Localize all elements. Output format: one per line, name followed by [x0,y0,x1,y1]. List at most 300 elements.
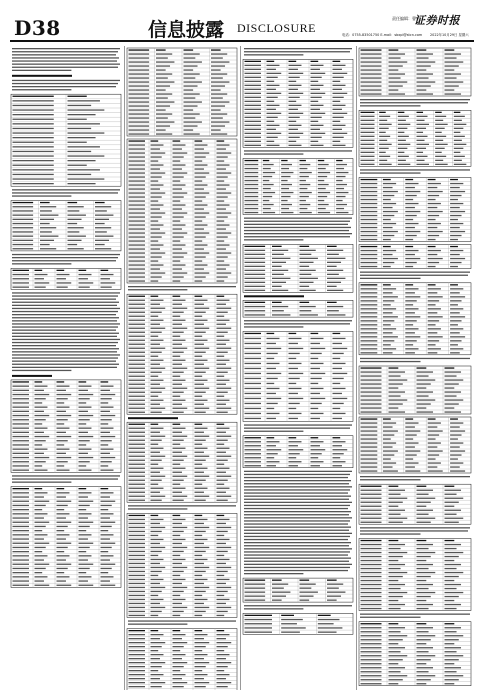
table-cell-text [217,527,232,528]
table-cell-text [79,585,94,586]
table-cell-text [151,595,159,596]
table-cell-text [195,172,210,173]
table-cell-text [173,172,188,173]
table-cell-text [333,383,341,384]
table-cell-text [445,49,455,50]
table-cell-text [151,480,162,481]
table-cell-text [151,336,159,337]
table-cell-text [361,572,382,573]
table-cell-text [57,419,68,420]
issue-date: 2022年10月29日 星期六 [430,33,469,37]
table-cell-text [450,191,465,192]
table-cell-text [245,121,262,122]
table-cell-text [428,284,436,285]
table-cell-text [195,232,210,233]
table-cell-text [151,264,164,265]
table-cell-text [435,164,448,165]
table-cell-text [68,183,96,184]
table-cell-text [57,287,68,288]
table-cell-text [195,372,206,373]
table-cell-text [289,61,297,62]
table-cell-text [417,164,430,165]
table-cell-text [318,168,326,169]
table-cell-text [101,509,109,510]
table-cell-text [245,388,262,389]
table-cell-text [398,160,406,161]
table-cell-text [267,133,282,134]
text-line [12,48,120,49]
text-line [244,530,349,531]
table-cell-text [217,380,230,381]
table-cell-text [129,436,146,437]
table-cell-text [450,219,458,220]
table-cell-text [129,404,146,405]
table-cell-text [129,674,146,675]
table-cell-text [428,266,436,267]
table-cell-text [389,73,406,74]
table-cell-text [428,211,443,212]
table-cell-text [217,268,226,269]
table-cell-text [95,215,113,216]
table-cell-text [13,287,30,288]
table-cell-text [389,572,408,573]
table-cell-text [156,61,174,62]
text-line [12,302,119,303]
table-cell-text [129,456,146,457]
table-cell-text [245,343,262,344]
table-cell-text [450,284,458,285]
table-cell-text [79,526,90,527]
table-cell-text [417,679,431,680]
table-cell-text [245,105,262,106]
table-cell-text [333,145,346,146]
table-cell-text [450,179,458,180]
table-cell-text [79,513,92,514]
table-cell-text [195,248,204,249]
table-cell-text [217,539,230,540]
table-cell-text [151,686,162,687]
table-cell-text [173,252,188,253]
table-cell-text [245,85,262,86]
table-cell-text [129,344,146,345]
table-cell-text [289,73,304,74]
table-cell-text [300,184,311,185]
table-cell-text [156,133,172,134]
table-cell-text [173,603,182,604]
table-cell-text [151,308,166,309]
table-cell-text [129,69,150,70]
table-cell-text [217,587,232,588]
table-cell-text [281,632,300,633]
table-cell-text [35,398,46,399]
table-cell-text [417,49,427,50]
table-cell-text [217,440,228,441]
table-cell-text [151,658,160,659]
table-cell-text [289,93,304,94]
text-line [12,80,120,81]
table-cell-text [195,324,204,325]
table-cell-text [13,178,54,179]
table-cell-text [428,332,438,333]
table-cell-text [13,407,30,408]
table-cell-text [35,492,48,493]
table-cell-text [40,215,58,216]
table-cell-text [245,133,262,134]
table-cell-text [79,555,92,556]
table-cell-text [195,432,204,433]
table-cell-text [129,376,146,377]
table-cell-text [129,109,150,110]
table-cell-text [35,440,46,441]
table-cell-text [445,627,462,628]
table-cell-text [173,384,182,385]
table-cell-text [245,172,259,173]
table-cell-text [68,109,105,110]
table-cell-text [361,179,378,180]
table-cell-text [327,584,343,585]
table-cell-text [428,219,436,220]
table-cell-text [361,300,378,301]
table-cell-text [195,336,203,337]
table-cell-text [361,596,382,597]
table-cell-text [428,203,441,204]
text-line [128,508,187,509]
table-cell-text [173,396,181,397]
table-cell-text [156,53,172,54]
text-line [12,51,118,52]
table-cell-text [101,576,114,577]
table-cell-text [289,85,302,86]
table-cell-text [389,490,406,491]
text-line [12,89,71,90]
table-cell-text [217,607,232,608]
table-cell-text [151,611,162,612]
table-cell-text [267,61,275,62]
table-cell-text [195,496,210,497]
text-line [12,336,117,337]
table-cell-text [289,125,302,126]
table-cell-text [383,292,393,293]
table-cell-text [245,262,266,263]
table-cell-text [428,207,438,208]
table-cell-text [245,93,262,94]
table-cell-text [428,223,441,224]
table-cell-text [57,386,70,387]
text-line [360,272,470,273]
table-cell-text [398,112,405,113]
text-line [12,305,117,306]
table-cell-text [151,400,164,401]
table-cell-text [300,176,309,177]
table-cell-text [435,124,448,125]
table-cell-text [195,280,203,281]
table-cell-text [361,304,378,305]
table-cell-text [263,208,271,209]
table-cell-text [263,176,272,177]
table-cell-text [217,575,225,576]
table-cell-text [405,430,420,431]
table-cell-text [389,639,403,640]
table-cell-text [450,203,463,204]
table-cell-text [361,152,375,153]
table-cell-text [217,484,225,485]
table-cell-text [129,276,146,277]
table-cell-text [318,632,337,633]
table-cell-text [57,394,72,395]
table-cell-text [245,266,266,267]
table-cell-text [156,101,174,102]
table-cell-text [245,192,259,193]
table-cell-text [79,534,92,535]
table-cell-text [289,333,297,334]
table-cell-text [450,231,465,232]
table-cell-text [195,164,208,165]
table-cell-text [101,432,110,433]
table-cell-text [195,634,208,635]
table-cell-text [445,514,457,515]
table-cell-text [428,320,439,321]
table-cell-text [383,458,391,459]
table-cell-text [151,384,160,385]
table-cell-text [245,282,266,283]
table-cell-text [129,587,146,588]
table-cell-text [195,440,206,441]
table-cell-text [129,152,146,153]
table-cell-text [327,286,337,287]
text-line [244,431,303,432]
table-cell-text [195,196,206,197]
table-cell-text [389,556,403,557]
table-cell-text [417,152,424,153]
table-cell-text [327,290,343,291]
table-cell-text [405,219,413,220]
table-cell-text [101,386,114,387]
table-cell-text [57,509,65,510]
table-cell-text [383,300,394,301]
table-cell-text [13,132,54,133]
table-cell-text [129,452,146,453]
table-cell-text [79,457,94,458]
table-cell-text [361,466,378,467]
table-cell-text [300,592,318,593]
table-cell-text [333,388,346,389]
table-cell-text [195,208,204,209]
table-cell-text [300,160,306,161]
table-cell-text [289,101,297,102]
table-cell-text [35,551,43,552]
table-cell-text [40,231,52,232]
table-cell-text [333,348,348,349]
table-cell-text [129,85,150,86]
table-cell-text [195,460,206,461]
table-cell-text [428,195,439,196]
table-cell-text [151,547,166,548]
table-cell-text [57,543,72,544]
table-cell-text [405,442,418,443]
table-cell-text [389,486,399,487]
table-cell-text [217,296,225,297]
table-cell-text [57,496,66,497]
table-cell-text [405,332,415,333]
table-cell-text [129,121,150,122]
table-cell-text [311,105,324,106]
table-cell-text [217,320,230,321]
table-cell-text [318,196,327,197]
table-cell-text [361,675,382,676]
table-cell-text [389,683,399,684]
table-cell-text [184,53,200,54]
table-cell-text [383,187,393,188]
table-cell-text [173,579,186,580]
table-cell-text [173,208,182,209]
table-cell-text [151,599,164,600]
table-cell-text [195,228,204,229]
table-cell-text [428,246,436,247]
table-cell-text [327,580,337,581]
table-cell-text [13,492,30,493]
table-cell-text [217,666,228,667]
table-cell-text [79,461,90,462]
table-cell-text [445,635,464,636]
table-cell-text [68,227,84,228]
table-cell-text [217,563,226,564]
table-cell-text [417,65,431,66]
table-cell-text [450,312,460,313]
table-cell-text [217,196,228,197]
table-cell-text [336,200,342,201]
table-cell-text [195,607,210,608]
table-cell-text [173,160,181,161]
table-cell-text [40,219,54,220]
table-cell-text [289,358,297,359]
table-cell-text [361,148,375,149]
table-cell-text [184,69,194,70]
table-cell-text [389,560,399,561]
table-cell-text [333,121,341,122]
table-cell-text [173,268,182,269]
text-line [360,172,421,173]
table-cell-text [173,352,184,353]
table-cell-text [129,543,146,544]
table-cell-text [405,207,415,208]
table-cell-text [57,270,65,271]
table-cell-text [217,172,232,173]
table-cell-text [195,555,203,556]
table-cell-text [151,240,159,241]
table-cell-text [195,224,208,225]
table-cell-text [151,571,162,572]
table-cell-text [379,132,386,133]
table-cell-text [156,77,168,78]
table-cell-text [327,282,341,283]
table-cell-text [361,187,378,188]
table-cell-text [361,211,378,212]
table-cell-text [428,183,441,184]
table-cell-text [13,151,54,152]
table-cell-text [173,559,186,560]
table-cell-text [151,364,160,365]
text-line [12,308,120,309]
table-cell-text [151,662,166,663]
table-cell-text [79,436,94,437]
table-cell-text [129,400,146,401]
text-line [244,554,348,555]
table-cell-text [389,663,399,664]
table-cell-text [151,344,160,345]
table-cell-text [361,450,378,451]
table-cell-text [417,552,436,553]
table-cell-text [389,379,408,380]
table-cell-text [300,302,310,303]
table-cell-text [57,551,65,552]
table-cell-text [217,388,232,389]
text-line [244,483,349,484]
table-cell-text [79,465,87,466]
table-cell-text [300,208,308,209]
table-cell-text [245,461,262,462]
table-cell-text [13,381,30,382]
table-cell-text [101,415,116,416]
table-cell-text [417,128,427,129]
table-cell-text [428,304,436,305]
table-cell-text [101,465,109,466]
table-cell-text [129,646,146,647]
table-cell-text [333,137,344,138]
table-cell-text [398,156,409,157]
table-cell-text [450,235,461,236]
table-cell-text [289,388,302,389]
table-cell-text [389,387,399,388]
table-cell-text [129,61,150,62]
table-cell-text [151,579,164,580]
table-cell-text [389,592,408,593]
table-cell-text [79,394,94,395]
table-cell-text [217,244,230,245]
table-cell-text [327,588,339,589]
table-cell-text [454,120,462,121]
table-cell-text [211,101,229,102]
table-cell-text [129,268,146,269]
table-cell-text [57,488,65,489]
table-cell-text [245,246,266,247]
table-cell-text [101,444,109,445]
table-cell-text [245,270,266,271]
table-cell-text [417,596,431,597]
table-cell-text [445,584,462,585]
table-cell-text [13,206,34,207]
table-cell-text [245,632,273,633]
table-cell-text [195,332,206,333]
table-cell-text [57,436,72,437]
table-cell-text [13,543,30,544]
table-cell-text [333,65,346,66]
table-cell-text [195,176,206,177]
table-cell-text [35,526,46,527]
table-cell-text [79,278,88,279]
table-cell-text [417,643,427,644]
table-cell-text [281,615,294,616]
table-cell-text [195,340,208,341]
table-cell-text [272,262,286,263]
table-cell-text [379,128,389,129]
table-cell-text [211,65,225,66]
table-cell-text [428,418,436,419]
table-cell-text [245,393,262,394]
text-line [244,51,350,52]
table-cell-text [151,312,162,313]
table-cell-text [129,77,150,78]
table-cell-text [405,336,420,337]
